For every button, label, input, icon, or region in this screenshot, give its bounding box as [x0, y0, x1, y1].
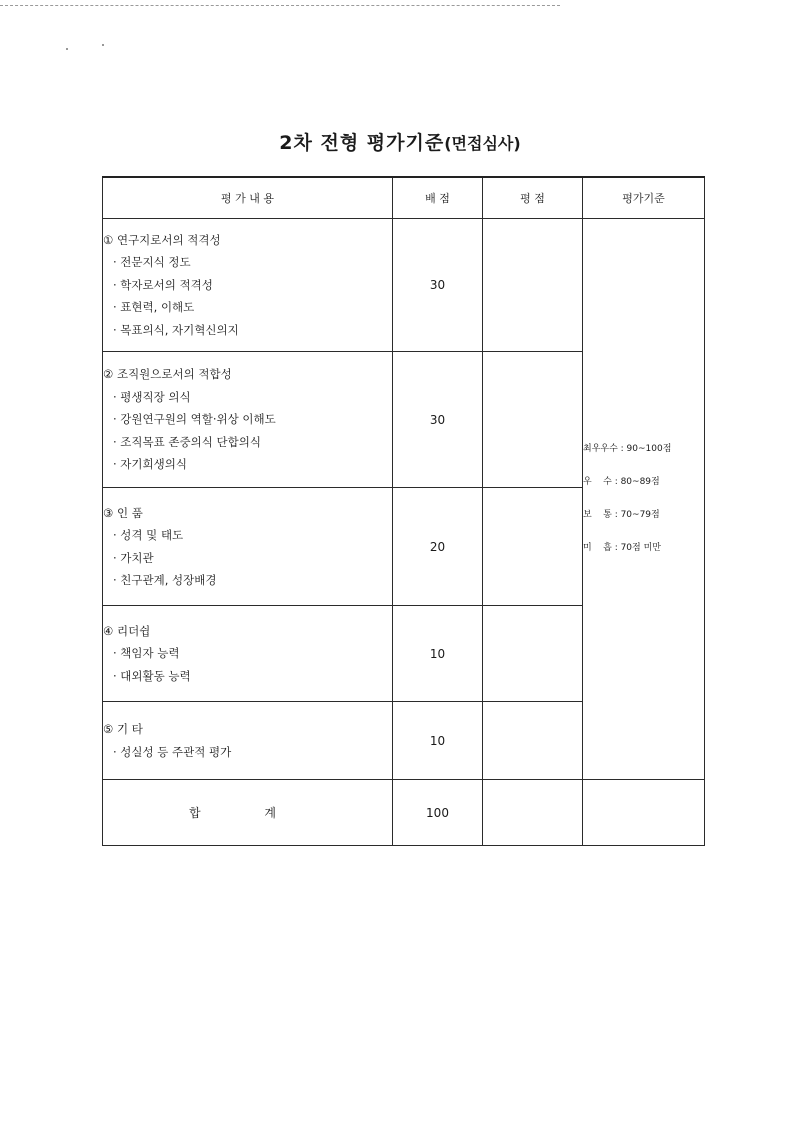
- allocated-points: 10: [393, 606, 483, 702]
- allocated-points: 20: [393, 488, 483, 606]
- total-label: 합 계: [103, 780, 393, 846]
- evaluation-table: [102, 176, 705, 846]
- score-cell: [483, 352, 583, 488]
- sub-item: · 조직목표 존중의식 단합의식: [113, 434, 261, 449]
- item-title: ⑤ 기 타: [103, 722, 143, 736]
- row-content: [103, 219, 393, 352]
- allocated-points: 30: [393, 219, 483, 352]
- header-criteria: 평가기준: [583, 177, 705, 219]
- allocated-points: 10: [393, 702, 483, 780]
- page-title-main: 2차 전형 평가기준: [279, 132, 445, 154]
- criteria-item: 미 흡 : 70점 미만: [583, 543, 661, 553]
- total-score-cell: [483, 780, 583, 846]
- item-title: ② 조직원으로서의 적합성: [103, 367, 232, 382]
- header-content: 평 가 내 용: [103, 177, 393, 219]
- scan-speck: [66, 48, 68, 50]
- total-row: [103, 780, 705, 846]
- table-row: [103, 219, 705, 352]
- scan-artifact-line: [0, 5, 560, 6]
- sub-item: · 평생직장 의식: [113, 389, 191, 404]
- sub-item: · 전문지식 정도: [113, 255, 191, 270]
- page-title: [0, 128, 800, 155]
- criteria-item: 보 통 : 70~79점: [583, 510, 660, 520]
- total-criteria-cell: [583, 780, 705, 846]
- item-title: ③ 인 품: [103, 505, 143, 520]
- table-header-row: [103, 177, 705, 219]
- page-title-suffix: (면접심사): [444, 134, 521, 153]
- row-content: [103, 606, 393, 702]
- criteria-cell: [583, 219, 705, 780]
- row-content: [103, 352, 393, 488]
- score-cell: [483, 219, 583, 352]
- sub-item: · 대외활동 능력: [113, 668, 191, 683]
- sub-item: · 자기희생의식: [113, 457, 187, 472]
- item-title: ④ 리더쉽: [103, 623, 151, 638]
- sub-item: · 성실성 등 주관적 평가: [113, 744, 232, 759]
- header-allocated-points: 배 점: [393, 177, 483, 219]
- header-score: 평 점: [483, 177, 583, 219]
- row-content: [103, 488, 393, 606]
- sub-item: · 표현력, 이해도: [113, 300, 195, 315]
- sub-item: · 목표의식, 자기혁신의지: [113, 322, 239, 337]
- scan-speck: [102, 44, 104, 46]
- item-title: ① 연구지로서의 적격성: [103, 232, 221, 247]
- sub-item: · 가치관: [113, 550, 154, 565]
- sub-item: · 책임자 능력: [113, 646, 180, 661]
- total-points: 100: [393, 780, 483, 846]
- sub-item: · 성격 및 태도: [113, 528, 184, 542]
- allocated-points: 30: [393, 352, 483, 488]
- score-cell: [483, 606, 583, 702]
- sub-item: · 친구관계, 성장배경: [113, 573, 217, 587]
- criteria-item: 최우우수 : 90~100점: [583, 444, 672, 454]
- score-cell: [483, 702, 583, 780]
- sub-item: · 강원연구원의 역할·위상 이해도: [113, 412, 276, 427]
- row-content: [103, 702, 393, 780]
- criteria-item: 우 수 : 80~89점: [583, 477, 660, 487]
- score-cell: [483, 488, 583, 606]
- sub-item: · 학자로서의 적격성: [113, 277, 213, 292]
